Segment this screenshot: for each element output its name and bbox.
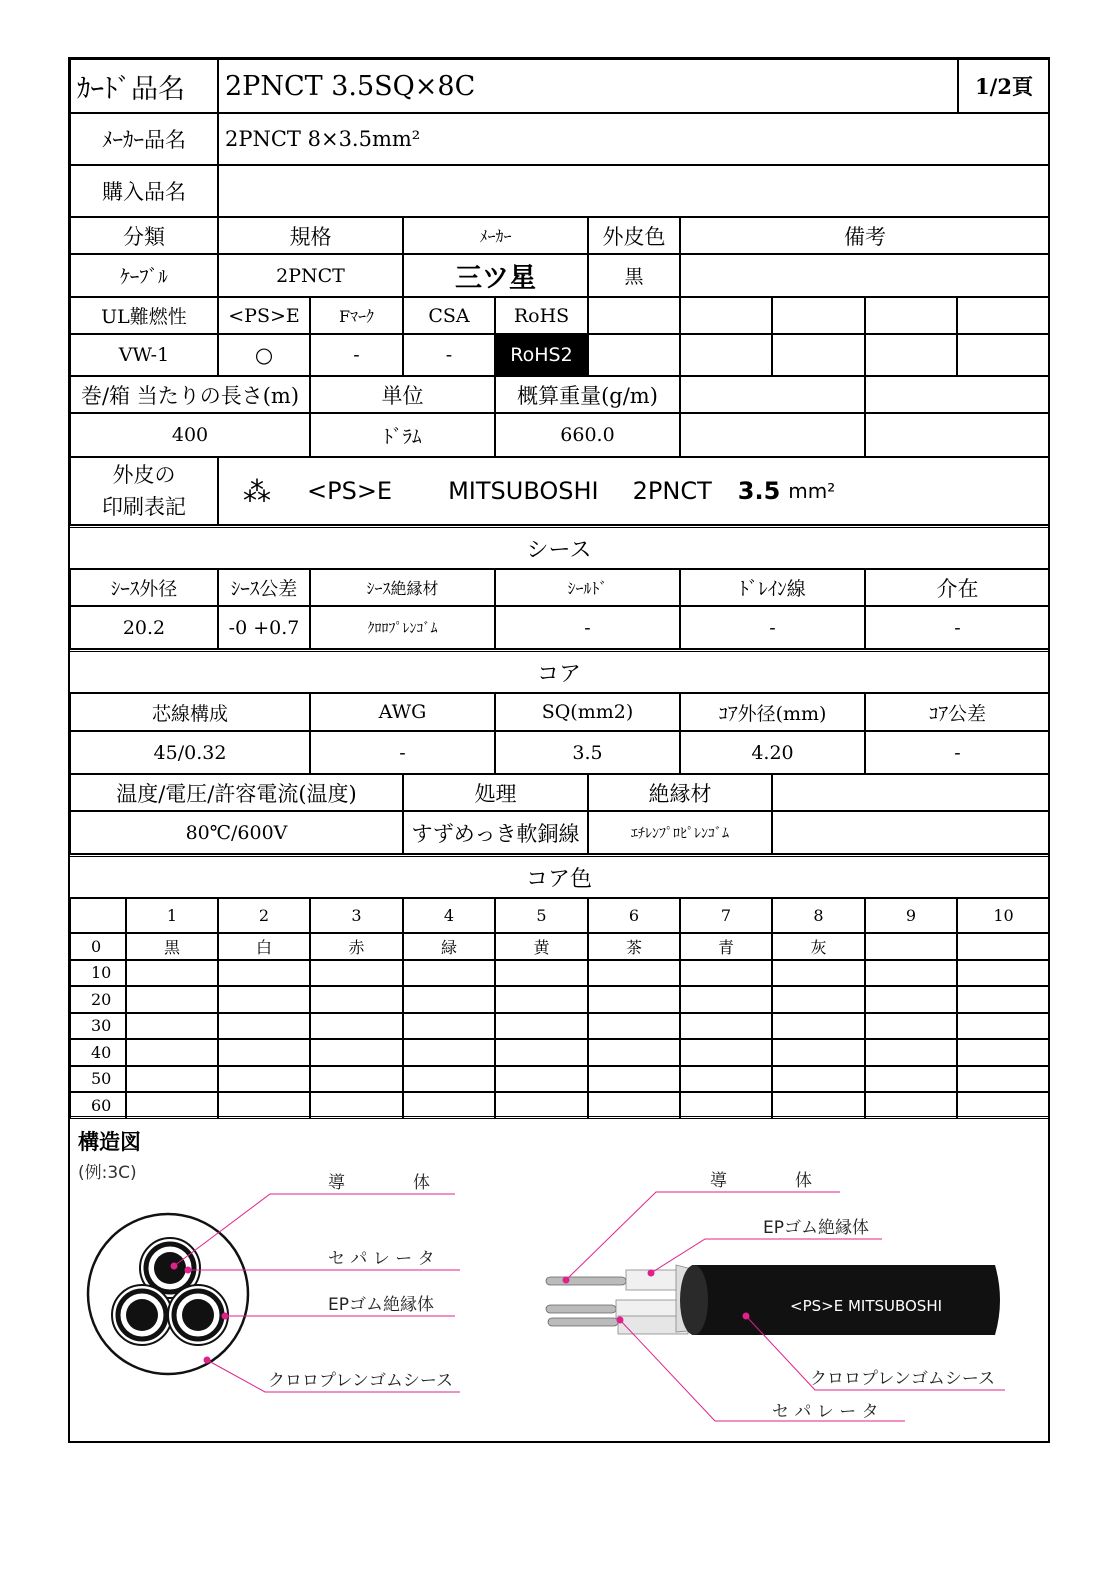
print-label-line1: 外皮の xyxy=(112,463,176,487)
color-cell xyxy=(126,1092,218,1119)
color-column-header: 2 xyxy=(218,898,310,933)
spec-value-jacket-color: 黒 xyxy=(588,254,680,297)
spec-header-maker: ﾒｰｶｰ xyxy=(403,217,588,254)
core-value-od: 4.20 xyxy=(680,731,865,774)
color-cell xyxy=(865,1066,957,1093)
color-cell xyxy=(218,1066,310,1093)
color-cell xyxy=(680,1066,772,1093)
color-cell xyxy=(310,1013,403,1040)
color-cell xyxy=(865,986,957,1013)
color-cell xyxy=(772,1013,865,1040)
core-header-insulation: 絶縁材 xyxy=(588,774,772,811)
mitsuboshi-logo-icon: ⁂ xyxy=(243,474,271,508)
length-value-empty xyxy=(680,413,865,457)
color-row-label: 60 xyxy=(70,1092,126,1119)
color-row-label: 0 xyxy=(70,933,126,960)
std-value-empty xyxy=(772,334,865,376)
std-value-empty xyxy=(957,334,1050,376)
core-header-sq: SQ(mm2) xyxy=(495,693,680,731)
color-cell xyxy=(403,986,495,1013)
spec-sheet xyxy=(68,57,1050,1443)
color-column-header: 6 xyxy=(588,898,680,933)
rohs2-badge: RoHS2 xyxy=(495,334,588,376)
std-value-empty xyxy=(588,334,680,376)
std-value-empty xyxy=(680,334,772,376)
color-cell xyxy=(495,1066,588,1093)
color-cell xyxy=(957,1013,1050,1040)
std-header-empty xyxy=(588,297,680,334)
core-header-empty xyxy=(772,774,1050,811)
std-header-rohs: RoHS xyxy=(495,297,588,334)
color-cell xyxy=(218,1013,310,1040)
spec-value-maker: 三ツ星 xyxy=(403,254,588,297)
core-header-tolerance: ｺｱ公差 xyxy=(865,693,1050,731)
core-header-treatment: 処理 xyxy=(403,774,588,811)
color-cell xyxy=(403,1092,495,1119)
sheath-value-shield: - xyxy=(495,606,680,649)
std-header-empty xyxy=(772,297,865,334)
color-column-header: 4 xyxy=(403,898,495,933)
maker-name-value: 2PNCT 8×3.5mm² xyxy=(218,113,1050,165)
color-row-label: 10 xyxy=(70,960,126,987)
color-column-header: 9 xyxy=(865,898,957,933)
core-header-strand: 芯線構成 xyxy=(70,693,310,731)
color-cell xyxy=(957,1039,1050,1066)
length-header: 巻/箱 当たりの長さ(m) xyxy=(70,376,310,413)
color-cell xyxy=(957,960,1050,987)
color-cell xyxy=(680,1092,772,1119)
color-cell xyxy=(588,1013,680,1040)
std-value-ul: VW-1 xyxy=(70,334,218,376)
diagram-example: (例:3C) xyxy=(78,1163,137,1183)
color-cell xyxy=(680,986,772,1013)
std-value-pse: ○ xyxy=(218,334,310,376)
color-cell xyxy=(495,986,588,1013)
color-cell: 茶 xyxy=(588,933,680,960)
sheath-header-filler: 介在 xyxy=(865,569,1050,606)
color-cell xyxy=(772,960,865,987)
color-cell xyxy=(588,960,680,987)
print-size: 3.5 xyxy=(737,477,781,505)
std-value-empty xyxy=(865,334,957,376)
color-cell xyxy=(218,986,310,1013)
std-header-fmark: Fﾏｰｸ xyxy=(310,297,403,334)
color-cell xyxy=(310,1039,403,1066)
color-cell xyxy=(403,1013,495,1040)
spec-value-remarks xyxy=(680,254,1050,297)
color-cell xyxy=(126,1039,218,1066)
core-header-awg: AWG xyxy=(310,693,495,731)
unit-value: ﾄﾞﾗﾑ xyxy=(310,413,495,457)
std-header-csa: CSA xyxy=(403,297,495,334)
sheath-header-drain: ﾄﾞﾚｲﾝ線 xyxy=(680,569,865,606)
length-header-empty xyxy=(865,376,1050,413)
purchase-name-value xyxy=(218,165,1050,217)
length-value-empty xyxy=(865,413,1050,457)
color-cell xyxy=(310,986,403,1013)
color-cell xyxy=(310,1066,403,1093)
std-header-empty xyxy=(680,297,772,334)
color-cell xyxy=(403,1039,495,1066)
core-section-title: コア xyxy=(70,653,1048,693)
right-label-separator: セ パ レ ー タ xyxy=(772,1402,879,1422)
color-cell xyxy=(772,986,865,1013)
weight-header: 概算重量(g/m) xyxy=(495,376,680,413)
color-cell xyxy=(495,1039,588,1066)
right-label-sheath: クロロプレンゴムシース xyxy=(810,1369,996,1389)
color-cell xyxy=(957,1066,1050,1093)
color-cell xyxy=(680,1013,772,1040)
color-cell xyxy=(495,1092,588,1119)
std-header-empty xyxy=(865,297,957,334)
sheath-header-tolerance: ｼｰｽ公差 xyxy=(218,569,310,606)
print-model: 2PNCT xyxy=(632,477,712,505)
color-cell xyxy=(865,1013,957,1040)
color-cell xyxy=(588,986,680,1013)
core-left xyxy=(112,1285,172,1345)
sheath-header-material: ｼｰｽ絶縁材 xyxy=(310,569,495,606)
color-row-label: 50 xyxy=(70,1066,126,1093)
core-value-empty xyxy=(772,811,1050,854)
right-label-conductor: 導 体 xyxy=(710,1171,812,1191)
core-value-awg: - xyxy=(310,731,495,774)
page-number: 1/2頁 xyxy=(958,59,1050,113)
color-cell xyxy=(680,960,772,987)
spec-header-jacket-color: 外皮色 xyxy=(588,217,680,254)
color-cell: 赤 xyxy=(310,933,403,960)
color-cell: 黄 xyxy=(495,933,588,960)
color-column-header: 7 xyxy=(680,898,772,933)
spec-header-category: 分類 xyxy=(70,217,218,254)
print-marking-label xyxy=(70,457,218,525)
sheath-header-shield: ｼｰﾙﾄﾞ xyxy=(495,569,680,606)
color-cell xyxy=(588,1039,680,1066)
diagram-title: 構造図 xyxy=(78,1130,141,1154)
color-cell xyxy=(865,933,957,960)
color-cell xyxy=(865,960,957,987)
color-cell xyxy=(218,1039,310,1066)
color-column-header: 1 xyxy=(126,898,218,933)
print-brand: MITSUBOSHI xyxy=(448,477,599,505)
card-name-label: ｶｰﾄﾞ品名 xyxy=(70,59,218,113)
color-row-label: 40 xyxy=(70,1039,126,1066)
color-cell xyxy=(680,1039,772,1066)
sheath-value-material: ｸﾛﾛﾌﾟﾚﾝｺﾞﾑ xyxy=(310,606,495,649)
card-name-value: 2PNCT 3.5SQ×8C xyxy=(218,59,958,113)
std-header-pse: <PS>E xyxy=(218,297,310,334)
color-cell: 緑 xyxy=(403,933,495,960)
cable-print-text: <PS>E MITSUBOSHI xyxy=(790,1297,943,1315)
std-value-csa: - xyxy=(403,334,495,376)
sheath-value-od: 20.2 xyxy=(70,606,218,649)
core-header-rating: 温度/電圧/許容電流(温度) xyxy=(70,774,403,811)
std-header-ul: UL難燃性 xyxy=(70,297,218,334)
sheath-value-drain: - xyxy=(680,606,865,649)
color-cell xyxy=(495,1013,588,1040)
spec-value-standard: 2PNCT xyxy=(218,254,403,297)
color-cell: 白 xyxy=(218,933,310,960)
color-header-corner xyxy=(70,898,126,933)
spec-value-category: ｹｰﾌﾞﾙ xyxy=(70,254,218,297)
length-header-empty xyxy=(680,376,865,413)
structure-diagram xyxy=(70,1120,1048,1443)
color-cell xyxy=(310,960,403,987)
right-label-insulation: EPゴム絶縁体 xyxy=(763,1218,869,1238)
core-value-rating: 80℃/600V xyxy=(70,811,403,854)
unit-header: 単位 xyxy=(310,376,495,413)
print-label-line2: 印刷表記 xyxy=(102,495,186,519)
sheath-header-od: ｼｰｽ外径 xyxy=(70,569,218,606)
color-cell xyxy=(126,1066,218,1093)
left-label-separator: セ パ レ ー タ xyxy=(328,1249,435,1269)
maker-name-label: ﾒｰｶｰ品名 xyxy=(70,113,218,165)
color-cell xyxy=(403,1066,495,1093)
color-cell xyxy=(772,1066,865,1093)
color-column-header: 10 xyxy=(957,898,1050,933)
print-unit: mm² xyxy=(788,479,836,503)
sheath-section-title: シース xyxy=(70,529,1048,569)
left-label-insulation: EPゴム絶縁体 xyxy=(328,1295,434,1315)
core-value-tolerance: - xyxy=(865,731,1050,774)
color-row-label: 30 xyxy=(70,1013,126,1040)
color-column-header: 8 xyxy=(772,898,865,933)
core-value-insulation: ｴﾁﾚﾝﾌﾟﾛﾋﾟﾚﾝｺﾞﾑ xyxy=(588,811,772,854)
core-header-od: ｺｱ外径(mm) xyxy=(680,693,865,731)
color-cell xyxy=(588,1092,680,1119)
print-marking-value xyxy=(218,457,1050,525)
core-right xyxy=(168,1285,228,1345)
color-column-header: 5 xyxy=(495,898,588,933)
color-cell xyxy=(126,986,218,1013)
left-label-sheath: クロロプレンゴムシース xyxy=(268,1371,454,1391)
left-label-conductor: 導 体 xyxy=(328,1173,430,1193)
std-value-fmark: - xyxy=(310,334,403,376)
sheath-value-filler: - xyxy=(865,606,1050,649)
core-value-sq: 3.5 xyxy=(495,731,680,774)
color-cell xyxy=(957,986,1050,1013)
color-cell xyxy=(310,1092,403,1119)
color-column-header: 3 xyxy=(310,898,403,933)
color-cell: 青 xyxy=(680,933,772,960)
length-value: 400 xyxy=(70,413,310,457)
color-cell: 灰 xyxy=(772,933,865,960)
color-cell xyxy=(588,1066,680,1093)
sheath-value-tolerance: -0 +0.7 xyxy=(218,606,310,649)
core-color-section-title: コア色 xyxy=(70,858,1048,898)
core-value-strand: 45/0.32 xyxy=(70,731,310,774)
spec-header-standard: 規格 xyxy=(218,217,403,254)
core-value-treatment: すずめっき軟銅線 xyxy=(403,811,588,854)
color-cell xyxy=(772,1039,865,1066)
std-header-empty xyxy=(957,297,1050,334)
color-cell xyxy=(772,1092,865,1119)
weight-value: 660.0 xyxy=(495,413,680,457)
color-cell xyxy=(403,960,495,987)
cable-diagram-svg xyxy=(70,1120,1050,1440)
color-cell xyxy=(865,1092,957,1119)
color-cell xyxy=(865,1039,957,1066)
color-cell xyxy=(957,933,1050,960)
color-cell xyxy=(957,1092,1050,1119)
color-cell xyxy=(126,1013,218,1040)
print-ps: <PS>E xyxy=(307,477,393,505)
color-row-label: 20 xyxy=(70,986,126,1013)
color-cell: 黒 xyxy=(126,933,218,960)
color-cell xyxy=(126,960,218,987)
color-cell xyxy=(495,960,588,987)
color-cell xyxy=(218,1092,310,1119)
spec-header-remarks: 備考 xyxy=(680,217,1050,254)
color-cell xyxy=(218,960,310,987)
purchase-name-label: 購入品名 xyxy=(70,165,218,217)
